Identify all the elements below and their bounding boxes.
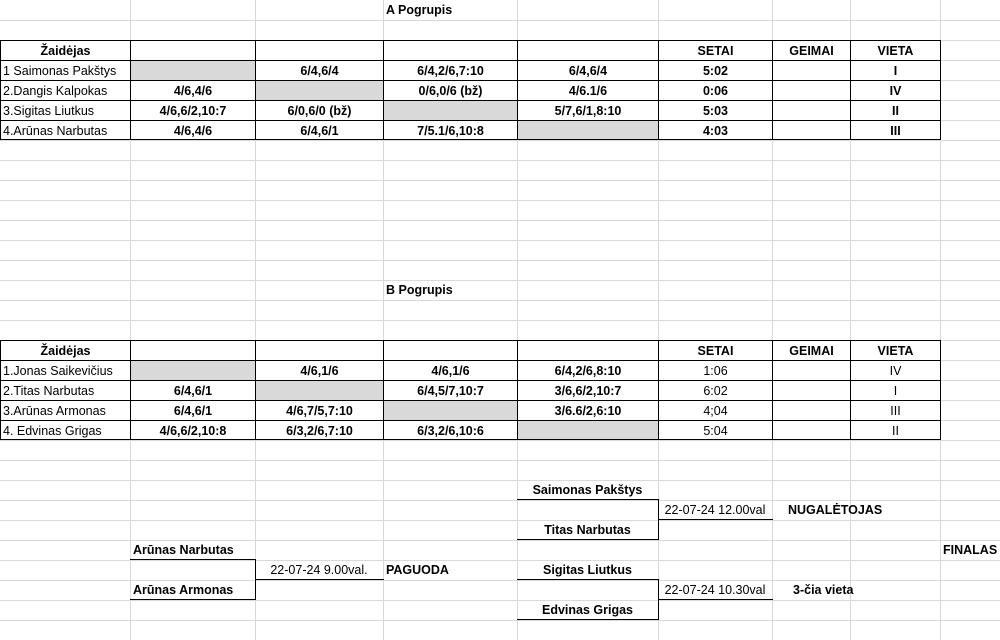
- third-label: 3-čia vieta: [793, 583, 854, 597]
- consolation-time: 22-07-24 9.00val.: [270, 563, 368, 577]
- header-blank: [517, 340, 658, 360]
- header-blank: [383, 340, 517, 360]
- match-score: 6/4,2/6,8:10: [517, 360, 658, 380]
- games-value: [772, 80, 850, 100]
- match-score: 6/0,6/0 (bž): [255, 100, 383, 120]
- final-player-1: Saimonas Pakštys: [532, 483, 643, 497]
- match-score: 4/6,6/2,10:8: [130, 420, 255, 440]
- match-score: 4/6,4/6: [130, 120, 255, 140]
- match-score: 4/6,7/5,7:10: [255, 400, 383, 420]
- player-name: 4.Arūnas Narbutas: [0, 120, 130, 140]
- games-value: [772, 420, 850, 440]
- sets-value: 6:02: [658, 380, 772, 400]
- finalas-label: FINALAS: [943, 543, 998, 557]
- header-blank: [130, 40, 255, 60]
- sets-value: 0:06: [658, 80, 772, 100]
- self-match-cell: [130, 360, 255, 380]
- sets-value: 5:03: [658, 100, 772, 120]
- header-player: Žaidėjas: [0, 340, 130, 360]
- header-blank: [255, 40, 383, 60]
- match-score: 6/4,6/1: [130, 380, 255, 400]
- self-match-cell: [255, 80, 383, 100]
- consolation-label: PAGUODA: [386, 563, 449, 577]
- games-value: [772, 100, 850, 120]
- match-score: 6/4,6/1: [130, 400, 255, 420]
- header-sets: SETAI: [658, 40, 772, 60]
- place-value: IV: [850, 360, 941, 380]
- sets-value: 5:02: [658, 60, 772, 80]
- match-score: 6/3,2/6,7:10: [255, 420, 383, 440]
- match-score: 6/4,6/4: [255, 60, 383, 80]
- match-score: 6/4,6/4: [517, 60, 658, 80]
- header-player: Žaidėjas: [0, 40, 130, 60]
- sets-value: 4:03: [658, 120, 772, 140]
- header-blank: [383, 40, 517, 60]
- self-match-cell: [517, 420, 658, 440]
- group-b-title: B Pogrupis: [386, 283, 453, 297]
- place-value: II: [850, 420, 941, 440]
- self-match-cell: [255, 380, 383, 400]
- sets-value: 4;04: [658, 400, 772, 420]
- match-score: 5/7,6/1,8:10: [517, 100, 658, 120]
- final-time: 22-07-24 12.00val: [664, 503, 766, 517]
- place-value: I: [850, 60, 941, 80]
- final-player-2: Titas Narbutas: [544, 523, 631, 537]
- header-blank: [517, 40, 658, 60]
- third-player-2: Edvinas Grigas: [541, 603, 633, 617]
- player-name: 2.Dangis Kalpokas: [0, 80, 130, 100]
- final-label: NUGALĖTOJAS: [788, 503, 883, 517]
- match-score: 3/6,6/2,10:7: [517, 380, 658, 400]
- self-match-cell: [130, 60, 255, 80]
- place-value: IV: [850, 80, 941, 100]
- games-value: [772, 400, 850, 420]
- player-name: 3.Sigitas Liutkus: [0, 100, 130, 120]
- player-name: 4. Edvinas Grigas: [0, 420, 130, 440]
- player-name: 3.Arūnas Armonas: [0, 400, 130, 420]
- match-score: 4/6,6/2,10:7: [130, 100, 255, 120]
- match-score: 7/5.1/6,10:8: [383, 120, 517, 140]
- consolation-player-1: Arūnas Narbutas: [133, 543, 234, 557]
- third-time: 22-07-24 10.30val: [664, 583, 766, 597]
- header-place: VIETA: [850, 340, 941, 360]
- place-value: II: [850, 100, 941, 120]
- games-value: [772, 60, 850, 80]
- games-value: [772, 380, 850, 400]
- match-score: 6/4,6/1: [255, 120, 383, 140]
- third-player-1: Sigitas Liutkus: [543, 563, 632, 577]
- header-blank: [255, 340, 383, 360]
- match-score: 4/6.1/6: [517, 80, 658, 100]
- sets-value: 1:06: [658, 360, 772, 380]
- self-match-cell: [517, 120, 658, 140]
- player-name: 1 Saimonas Pakštys: [0, 60, 130, 80]
- match-score: 0/6,0/6 (bž): [383, 80, 517, 100]
- header-place: VIETA: [850, 40, 941, 60]
- match-score: 6/4,2/6,7:10: [383, 60, 517, 80]
- header-games: GEIMAI: [772, 340, 850, 360]
- header-games: GEIMAI: [772, 40, 850, 60]
- player-name: 2.Titas Narbutas: [0, 380, 130, 400]
- games-value: [772, 360, 850, 380]
- match-score: 4/6,4/6: [130, 80, 255, 100]
- consolation-player-2: Arūnas Armonas: [133, 583, 234, 597]
- self-match-cell: [383, 100, 517, 120]
- sets-value: 5:04: [658, 420, 772, 440]
- match-score: 3/6.6/2,6:10: [517, 400, 658, 420]
- player-name: 1.Jonas Saikevičius: [0, 360, 130, 380]
- header-sets: SETAI: [658, 340, 772, 360]
- match-score: 4/6,1/6: [383, 360, 517, 380]
- match-score: 4/6,1/6: [255, 360, 383, 380]
- place-value: III: [850, 400, 941, 420]
- games-value: [772, 120, 850, 140]
- match-score: 6/4,5/7,10:7: [383, 380, 517, 400]
- group-a-title: A Pogrupis: [386, 3, 453, 17]
- self-match-cell: [383, 400, 517, 420]
- match-score: 6/3,2/6,10:6: [383, 420, 517, 440]
- place-value: I: [850, 380, 941, 400]
- header-blank: [130, 340, 255, 360]
- place-value: III: [850, 120, 941, 140]
